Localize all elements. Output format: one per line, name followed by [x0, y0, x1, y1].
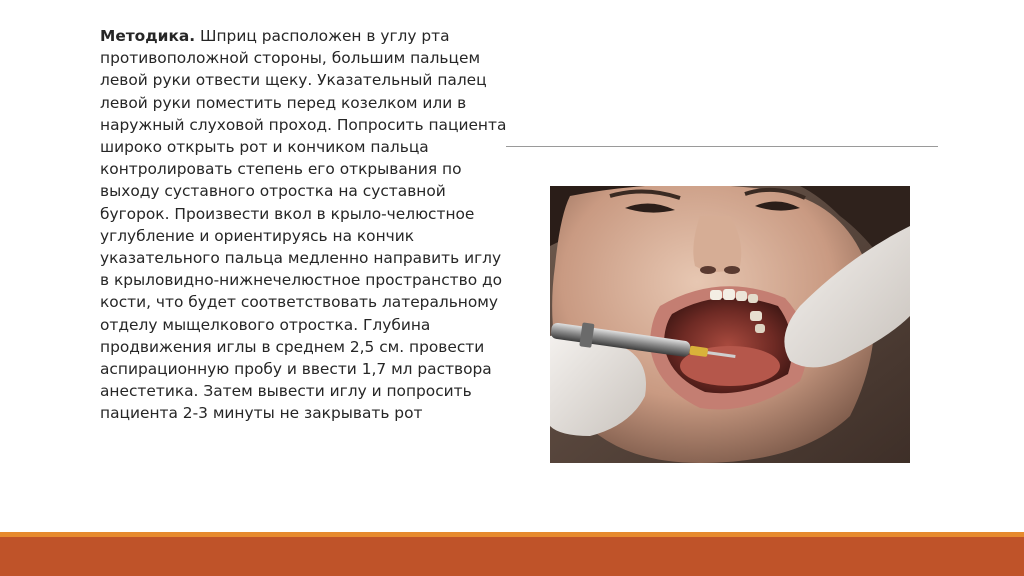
dental-injection-photo [550, 186, 910, 463]
lead-term: Методика. [100, 27, 196, 45]
method-description: Шприц расположен в углу рта противоположной стороны, большим пальцем левой руки отвести щеку. Указательный палец левой руки поместить перед козелком или в наружный слуховой проход. Попросить пациента широко открыть рот и кончиком пальца контролировать степень его открывания по выходу суставного отростка на суставной бугорок. Произвести вкол в крыло-челюстное углубление и ориентируясь на кончик указательного пальца медленно направить иглу в крыловидно-нижнечелюстное пространство до кости, что будет соответствовать латеральному отделу мыщелкового отростка. Глубина продвижения иглы в среднем 2,5 см. провести аспирационную пробу и ввести 1,7 мл раствора анестетика. Затем вывести иглу и попросить пациента 2-3 минуты не закрывать рот [100, 27, 507, 423]
divider-line [506, 146, 938, 147]
footer-accent-line [0, 532, 1024, 537]
footer-band [0, 532, 1024, 576]
body-text [100, 25, 510, 425]
photo-illustration [550, 186, 910, 463]
